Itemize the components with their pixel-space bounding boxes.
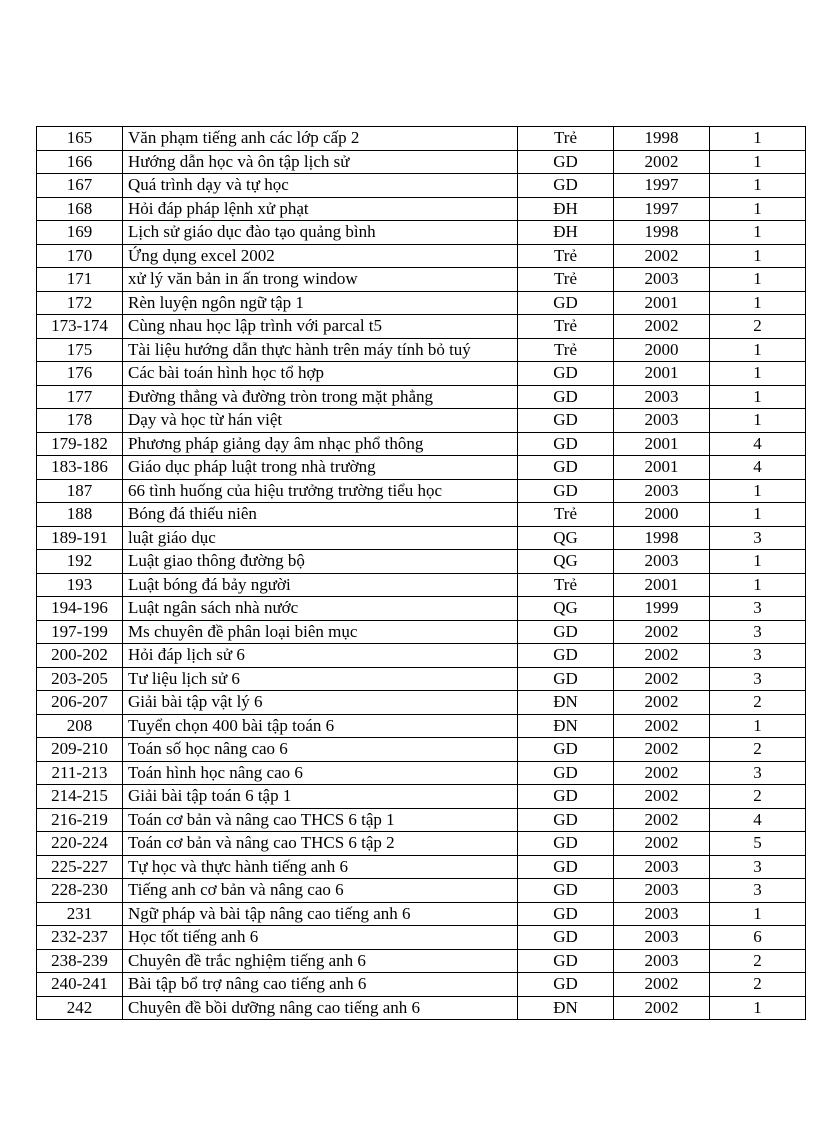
book-title-cell: Luật giao thông đường bộ [123, 550, 518, 574]
publisher-cell: QG [518, 526, 614, 550]
book-title-cell: Chuyên đề trắc nghiệm tiếng anh 6 [123, 949, 518, 973]
entry-number-cell: 231 [37, 902, 123, 926]
year-cell: 2001 [614, 362, 710, 386]
quantity-cell: 3 [710, 855, 806, 879]
table-row [37, 244, 806, 268]
quantity-cell: 1 [710, 291, 806, 315]
publisher-cell: QG [518, 550, 614, 574]
publisher-cell: GD [518, 291, 614, 315]
year-cell: 2003 [614, 268, 710, 292]
publisher-cell: GD [518, 949, 614, 973]
publisher-cell: GD [518, 761, 614, 785]
table-row [37, 127, 806, 151]
entry-number-cell: 170 [37, 244, 123, 268]
quantity-cell: 1 [710, 221, 806, 245]
publisher-cell: GD [518, 808, 614, 832]
book-title-cell: Hỏi đáp lịch sử 6 [123, 644, 518, 668]
year-cell: 2002 [614, 644, 710, 668]
quantity-cell: 3 [710, 879, 806, 903]
book-title-cell: Tuyển chọn 400 bài tập toán 6 [123, 714, 518, 738]
table-row [37, 785, 806, 809]
quantity-cell: 4 [710, 456, 806, 480]
book-title-cell: Tự học và thực hành tiếng anh 6 [123, 855, 518, 879]
year-cell: 2002 [614, 832, 710, 856]
table-row [37, 432, 806, 456]
entry-number-cell: 209-210 [37, 738, 123, 762]
table-row [37, 479, 806, 503]
table-row [37, 620, 806, 644]
table-row [37, 926, 806, 950]
table-row [37, 996, 806, 1020]
publisher-cell: Trẻ [518, 573, 614, 597]
book-title-cell: Giải bài tập toán 6 tập 1 [123, 785, 518, 809]
table-row [37, 879, 806, 903]
year-cell: 1999 [614, 597, 710, 621]
year-cell: 2002 [614, 714, 710, 738]
publisher-cell: Trẻ [518, 503, 614, 527]
year-cell: 1998 [614, 221, 710, 245]
quantity-cell: 1 [710, 127, 806, 151]
year-cell: 1997 [614, 197, 710, 221]
entry-number-cell: 206-207 [37, 691, 123, 715]
table-row [37, 973, 806, 997]
year-cell: 2002 [614, 738, 710, 762]
table-row [37, 385, 806, 409]
table-row [37, 691, 806, 715]
book-title-cell: Hướng dẫn học và ôn tập lịch sử [123, 150, 518, 174]
book-title-cell: Chuyên đề bồi dưỡng nâng cao tiếng anh 6 [123, 996, 518, 1020]
table-row [37, 644, 806, 668]
book-title-cell: 66 tình huống của hiệu trưởng trường tiểu học [123, 479, 518, 503]
table-row [37, 456, 806, 480]
book-title-cell: Rèn luyện ngôn ngữ tập 1 [123, 291, 518, 315]
year-cell: 2003 [614, 879, 710, 903]
entry-number-cell: 187 [37, 479, 123, 503]
quantity-cell: 1 [710, 197, 806, 221]
book-title-cell: Ứng dụng excel 2002 [123, 244, 518, 268]
quantity-cell: 1 [710, 996, 806, 1020]
quantity-cell: 4 [710, 808, 806, 832]
book-title-cell: Văn phạm tiếng anh các lớp cấp 2 [123, 127, 518, 151]
entry-number-cell: 192 [37, 550, 123, 574]
book-title-cell: Giải bài tập vật lý 6 [123, 691, 518, 715]
publisher-cell: GD [518, 620, 614, 644]
entry-number-cell: 216-219 [37, 808, 123, 832]
year-cell: 2000 [614, 503, 710, 527]
table-row [37, 855, 806, 879]
quantity-cell: 5 [710, 832, 806, 856]
year-cell: 2003 [614, 902, 710, 926]
book-title-cell: Cùng nhau học lập trình với parcal t5 [123, 315, 518, 339]
book-inventory-table [36, 126, 806, 1020]
book-title-cell: Học tốt tiếng anh 6 [123, 926, 518, 950]
entry-number-cell: 225-227 [37, 855, 123, 879]
table-body [37, 127, 806, 1020]
table-row [37, 409, 806, 433]
book-title-cell: Luật ngân sách nhà nước [123, 597, 518, 621]
publisher-cell: GD [518, 879, 614, 903]
quantity-cell: 1 [710, 385, 806, 409]
entry-number-cell: 173-174 [37, 315, 123, 339]
entry-number-cell: 203-205 [37, 667, 123, 691]
publisher-cell: GD [518, 855, 614, 879]
year-cell: 2001 [614, 291, 710, 315]
table-row [37, 526, 806, 550]
entry-number-cell: 194-196 [37, 597, 123, 621]
year-cell: 2003 [614, 479, 710, 503]
book-title-cell: Bóng đá thiếu niên [123, 503, 518, 527]
quantity-cell: 1 [710, 550, 806, 574]
book-title-cell: Các bài toán hình học tổ hợp [123, 362, 518, 386]
table-row [37, 338, 806, 362]
entry-number-cell: 167 [37, 174, 123, 198]
publisher-cell: ĐH [518, 197, 614, 221]
table-row [37, 550, 806, 574]
year-cell: 2002 [614, 667, 710, 691]
publisher-cell: Trẻ [518, 244, 614, 268]
quantity-cell: 1 [710, 244, 806, 268]
quantity-cell: 2 [710, 785, 806, 809]
year-cell: 2001 [614, 573, 710, 597]
book-title-cell: Quá trình dạy và tự học [123, 174, 518, 198]
publisher-cell: Trẻ [518, 338, 614, 362]
quantity-cell: 1 [710, 150, 806, 174]
entry-number-cell: 176 [37, 362, 123, 386]
entry-number-cell: 197-199 [37, 620, 123, 644]
book-title-cell: Toán số học nâng cao 6 [123, 738, 518, 762]
publisher-cell: GD [518, 362, 614, 386]
entry-number-cell: 165 [37, 127, 123, 151]
quantity-cell: 6 [710, 926, 806, 950]
entry-number-cell: 175 [37, 338, 123, 362]
entry-number-cell: 208 [37, 714, 123, 738]
table-row [37, 268, 806, 292]
publisher-cell: ĐH [518, 221, 614, 245]
quantity-cell: 2 [710, 691, 806, 715]
entry-number-cell: 188 [37, 503, 123, 527]
entry-number-cell: 242 [37, 996, 123, 1020]
quantity-cell: 2 [710, 738, 806, 762]
book-title-cell: Dạy và học từ hán việt [123, 409, 518, 433]
book-title-cell: Luật bóng đá bảy người [123, 573, 518, 597]
table-row [37, 597, 806, 621]
table-row [37, 667, 806, 691]
table-row [37, 503, 806, 527]
entry-number-cell: 172 [37, 291, 123, 315]
book-title-cell: Bài tập bổ trợ nâng cao tiếng anh 6 [123, 973, 518, 997]
year-cell: 2001 [614, 456, 710, 480]
table-row [37, 949, 806, 973]
table-row [37, 150, 806, 174]
quantity-cell: 1 [710, 479, 806, 503]
table-row [37, 362, 806, 386]
book-title-cell: Toán cơ bản và nâng cao THCS 6 tập 2 [123, 832, 518, 856]
table-row [37, 761, 806, 785]
quantity-cell: 2 [710, 973, 806, 997]
year-cell: 2003 [614, 855, 710, 879]
entry-number-cell: 220-224 [37, 832, 123, 856]
publisher-cell: GD [518, 456, 614, 480]
entry-number-cell: 168 [37, 197, 123, 221]
table-row [37, 902, 806, 926]
year-cell: 2000 [614, 338, 710, 362]
entry-number-cell: 166 [37, 150, 123, 174]
book-title-cell: Giáo dục pháp luật trong nhà trường [123, 456, 518, 480]
table-row [37, 714, 806, 738]
table-row [37, 808, 806, 832]
year-cell: 1997 [614, 174, 710, 198]
quantity-cell: 3 [710, 667, 806, 691]
table-row [37, 221, 806, 245]
entry-number-cell: 240-241 [37, 973, 123, 997]
publisher-cell: ĐN [518, 996, 614, 1020]
quantity-cell: 1 [710, 174, 806, 198]
book-title-cell: Phương pháp giảng dạy âm nhạc phổ thông [123, 432, 518, 456]
publisher-cell: Trẻ [518, 127, 614, 151]
entry-number-cell: 178 [37, 409, 123, 433]
publisher-cell: GD [518, 385, 614, 409]
year-cell: 1998 [614, 127, 710, 151]
publisher-cell: GD [518, 667, 614, 691]
publisher-cell: GD [518, 738, 614, 762]
entry-number-cell: 211-213 [37, 761, 123, 785]
entry-number-cell: 169 [37, 221, 123, 245]
book-title-cell: Tài liệu hướng dẫn thực hành trên máy tính bỏ tuý [123, 338, 518, 362]
book-title-cell: Tiếng anh cơ bản và nâng cao 6 [123, 879, 518, 903]
book-title-cell: Hỏi đáp pháp lệnh xử phạt [123, 197, 518, 221]
table-row [37, 197, 806, 221]
year-cell: 2003 [614, 949, 710, 973]
year-cell: 2002 [614, 808, 710, 832]
quantity-cell: 4 [710, 432, 806, 456]
book-title-cell: Tư liệu lịch sử 6 [123, 667, 518, 691]
entry-number-cell: 179-182 [37, 432, 123, 456]
quantity-cell: 1 [710, 362, 806, 386]
year-cell: 2002 [614, 315, 710, 339]
quantity-cell: 1 [710, 714, 806, 738]
quantity-cell: 2 [710, 315, 806, 339]
table-row [37, 738, 806, 762]
publisher-cell: GD [518, 432, 614, 456]
quantity-cell: 3 [710, 761, 806, 785]
entry-number-cell: 177 [37, 385, 123, 409]
year-cell: 2002 [614, 996, 710, 1020]
year-cell: 2002 [614, 973, 710, 997]
year-cell: 1998 [614, 526, 710, 550]
publisher-cell: Trẻ [518, 268, 614, 292]
book-title-cell: xử lý văn bản in ấn trong window [123, 268, 518, 292]
year-cell: 2002 [614, 244, 710, 268]
quantity-cell: 1 [710, 503, 806, 527]
entry-number-cell: 200-202 [37, 644, 123, 668]
book-title-cell: Đường thẳng và đường tròn trong mặt phẳng [123, 385, 518, 409]
book-title-cell: Lịch sử giáo dục đào tạo quảng bình [123, 221, 518, 245]
table-row [37, 832, 806, 856]
year-cell: 2002 [614, 691, 710, 715]
publisher-cell: GD [518, 973, 614, 997]
year-cell: 2002 [614, 150, 710, 174]
year-cell: 2003 [614, 926, 710, 950]
publisher-cell: GD [518, 644, 614, 668]
quantity-cell: 1 [710, 409, 806, 433]
quantity-cell: 3 [710, 526, 806, 550]
publisher-cell: ĐN [518, 714, 614, 738]
table-row [37, 315, 806, 339]
quantity-cell: 1 [710, 268, 806, 292]
year-cell: 2002 [614, 785, 710, 809]
table-row [37, 291, 806, 315]
year-cell: 2003 [614, 409, 710, 433]
publisher-cell: GD [518, 479, 614, 503]
entry-number-cell: 232-237 [37, 926, 123, 950]
publisher-cell: ĐN [518, 691, 614, 715]
publisher-cell: GD [518, 409, 614, 433]
quantity-cell: 2 [710, 949, 806, 973]
quantity-cell: 1 [710, 573, 806, 597]
quantity-cell: 1 [710, 338, 806, 362]
publisher-cell: Trẻ [518, 315, 614, 339]
quantity-cell: 3 [710, 620, 806, 644]
publisher-cell: GD [518, 926, 614, 950]
year-cell: 2001 [614, 432, 710, 456]
entry-number-cell: 189-191 [37, 526, 123, 550]
table-row [37, 174, 806, 198]
year-cell: 2002 [614, 620, 710, 644]
quantity-cell: 3 [710, 644, 806, 668]
year-cell: 2003 [614, 550, 710, 574]
book-title-cell: Toán cơ bản và nâng cao THCS 6 tập 1 [123, 808, 518, 832]
entry-number-cell: 228-230 [37, 879, 123, 903]
entry-number-cell: 171 [37, 268, 123, 292]
publisher-cell: GD [518, 902, 614, 926]
book-title-cell: luật giáo dục [123, 526, 518, 550]
quantity-cell: 3 [710, 597, 806, 621]
entry-number-cell: 238-239 [37, 949, 123, 973]
book-title-cell: Ngữ pháp và bài tập nâng cao tiếng anh 6 [123, 902, 518, 926]
entry-number-cell: 183-186 [37, 456, 123, 480]
publisher-cell: GD [518, 832, 614, 856]
book-title-cell: Toán hình học nâng cao 6 [123, 761, 518, 785]
quantity-cell: 1 [710, 902, 806, 926]
publisher-cell: QG [518, 597, 614, 621]
entry-number-cell: 214-215 [37, 785, 123, 809]
entry-number-cell: 193 [37, 573, 123, 597]
year-cell: 2002 [614, 761, 710, 785]
book-title-cell: Ms chuyên đề phân loại biên mục [123, 620, 518, 644]
publisher-cell: GD [518, 174, 614, 198]
publisher-cell: GD [518, 785, 614, 809]
year-cell: 2003 [614, 385, 710, 409]
publisher-cell: GD [518, 150, 614, 174]
table-row [37, 573, 806, 597]
